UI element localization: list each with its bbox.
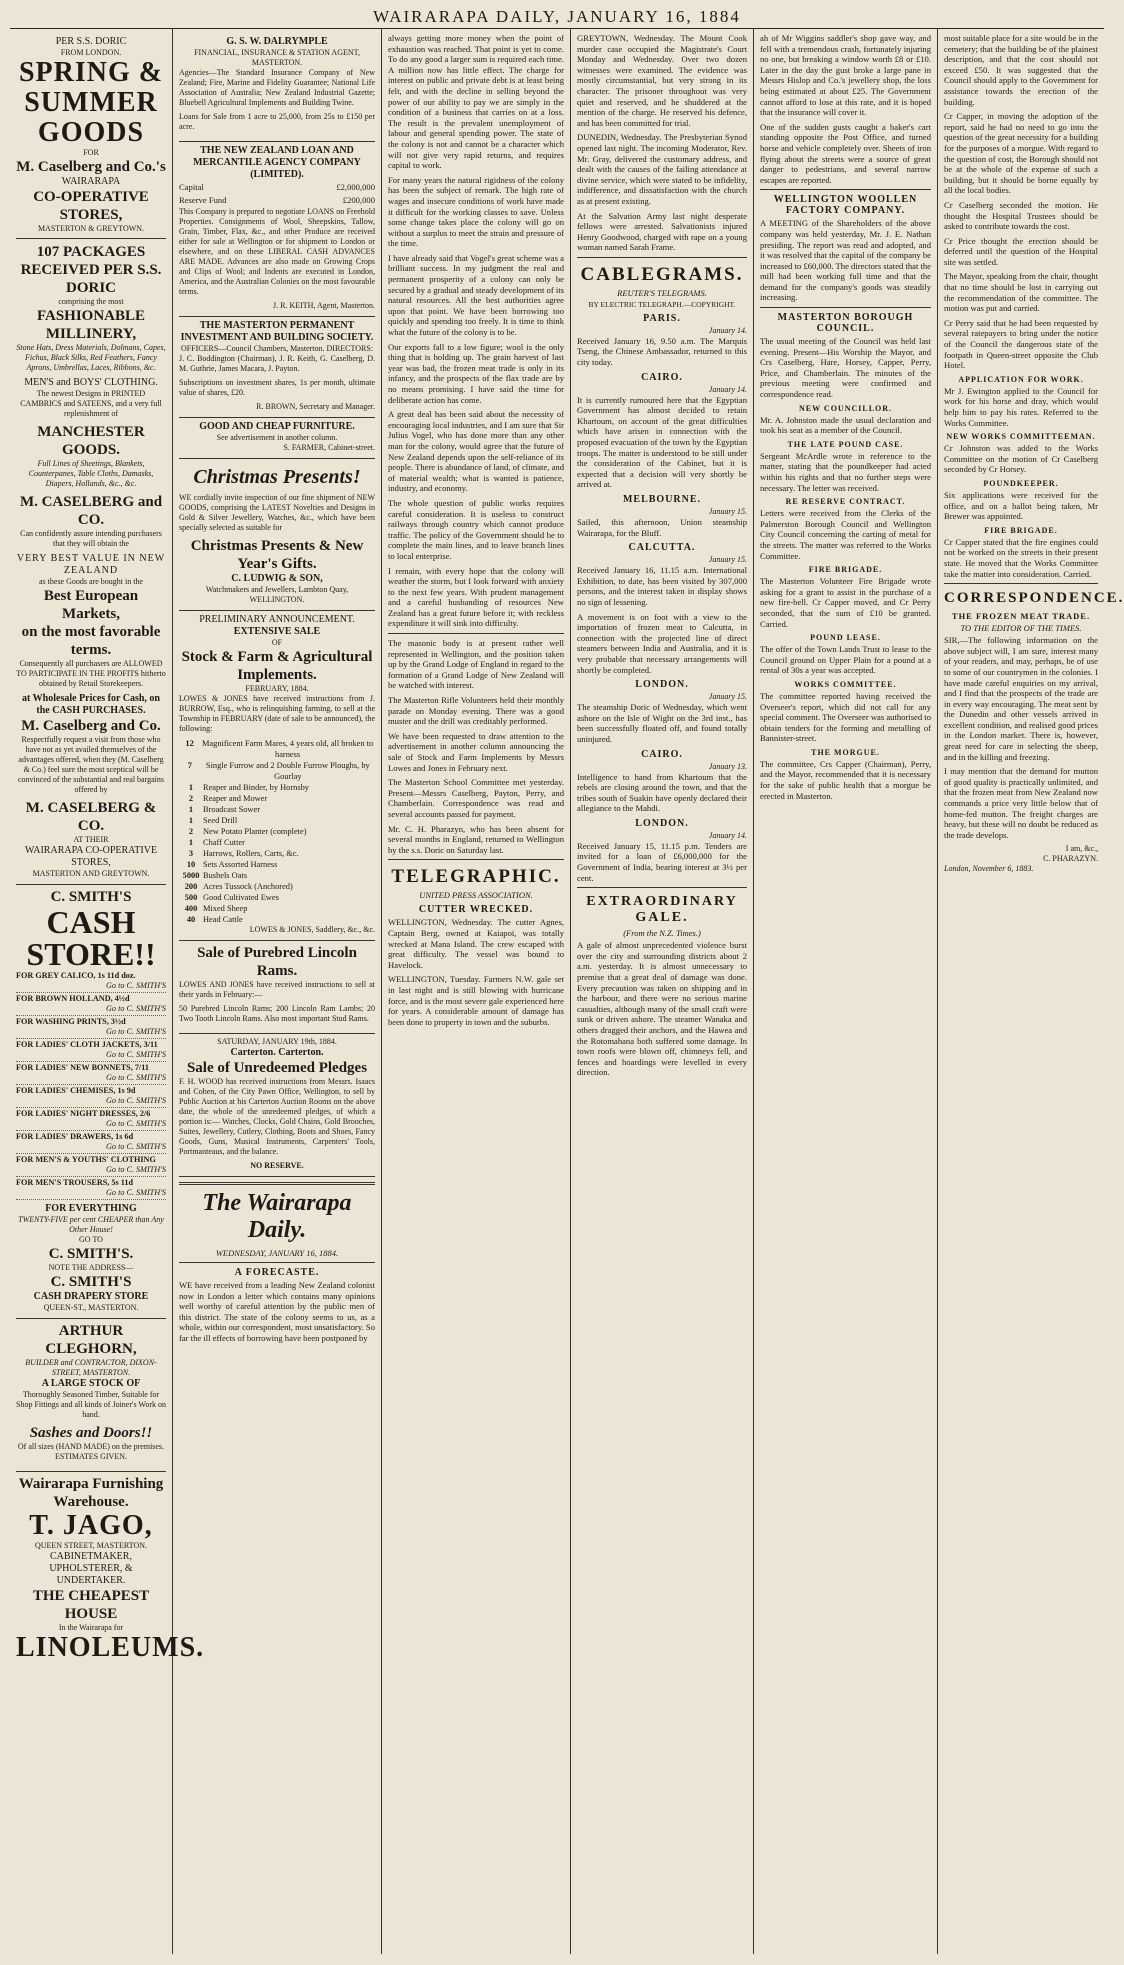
column-6 (938, 29, 1124, 1954)
c3-para-6: The whole question of public works requires careful consideration. It is useless to construct railways through country which cannot produce traffic. The policy of the Government should be to complete the main lines, and to leave branch lines to local enterprise. (388, 497, 564, 561)
nz-loan-ad (179, 142, 375, 317)
lowes-item-desc: Head Cattle (203, 915, 243, 924)
letter-sig: I am, &c., (1065, 844, 1098, 854)
permanent-society-ad (179, 317, 375, 418)
lowes-list-item (179, 892, 375, 903)
c5-para-2: One of the sudden gusts caught a baker's cart standing opposite the Post Office, and turned horse and vehicle completely over. Sheets of iron flying about the streets were a source of great danger to pedestrians, and several narrow escapes are reported. (760, 121, 931, 185)
c3-para-12: Mr. C. H. Pharazyn, who has been absent for several months in England, returned to Wellington by the s.s. Doric on Saturday last. (388, 823, 564, 855)
lowes-item-desc: Single Furrow and 2 Double Furrow Ploughs, by Gourlay (205, 761, 370, 781)
tjago-name: T. JAGO, (29, 1510, 153, 1541)
london-text: The steamship Doric of Wednesday, which went ashore on the Isle of Wight on the 3rd inst., has been successfully floated off, and found totally uninjured. (577, 702, 747, 744)
application-heading: APPLICATION FOR WORK. (958, 374, 1084, 384)
daily-date: WEDNESDAY, JANUARY 16, 1884. (215, 1248, 339, 1258)
daily-title: The Wairarapa Daily. (202, 1190, 352, 1243)
csmith-name-2: C. SMITH'S. (48, 1246, 134, 1262)
late-pound-heading: THE LATE POUND CASE. (787, 439, 904, 449)
cairo-text-2: Intelligence to hand from Khartoum that the rebels are closing around the town, and that the tribes south of Suakin have openly declared their allegiance to the Mahdi. (577, 771, 747, 814)
masterton-greytown: MASTERTON AND GREYTOWN. (32, 869, 150, 878)
queen-st-address: QUEEN-ST., MASTERTON. (43, 1303, 139, 1312)
stock-farm: Stock & Farm & Agricultural Implements. (181, 649, 373, 683)
ludwig-name: C. LUDWIG & SON, (231, 573, 323, 584)
lowes-item-qty: 3 (188, 849, 194, 858)
lowes-list-item (179, 870, 375, 881)
london-text-2: Received January 15, 11.15 p.m. Tenders are invited for a loan of £6,000,000 for the Government of India, bearing interest at 3½ per cent. (577, 840, 747, 883)
furniture-ad (179, 418, 375, 459)
at-their: AT THEIR (73, 835, 109, 844)
clothing-line: MEN'S and BOYS' CLOTHING. (24, 377, 158, 388)
csmith-item-name: FOR GREY CALICO, 1s 11d doz. (16, 971, 136, 980)
fire-text: The Masterton Volunteer Fire Brigade wrote asking for a grant to assist in the purchase of a new fire-bell. Cr Capper moved, and Cr Perry seconded, that the sum of £10 be granted. Carried. (760, 576, 931, 629)
lowes-list-item (179, 760, 375, 782)
lowes-item-qty: 1 (188, 838, 194, 847)
calcutta-heading: CALCUTTA. (628, 542, 696, 554)
csmith-item (16, 1062, 166, 1085)
nz-loan-title: THE NEW ZEALAND LOAN AND MERCANTILE AGENCY COMPANY (LIMITED). (193, 145, 361, 180)
lowes-list-item (179, 804, 375, 815)
lowes-list-item (179, 815, 375, 826)
csmith-item (16, 1085, 166, 1108)
csmith-item (16, 1016, 166, 1039)
csmith-item-name: FOR MEN'S & YOUTHS' CLOTHING (16, 1155, 156, 1164)
frozen-text: SIR,—The following information on the above subject will, I am sure, interest many of your readers, and may, perhaps, be of use to some of our countrymen in the colonies. I have made careful enquiries on my arrival, and I find that the prospects of the trade are in every way encouraging. The meat sent by the Dunedin and other vessels arrived in excellent condition, and realised good prices in the London market. There is, however, great need for care in selecting the sheep, and in the killing and freezing. (944, 635, 1098, 762)
ludwig-sub: Watchmakers and Jewellers, Lambton Quay, WELLINGTON. (205, 585, 349, 604)
rm-contract-heading: RE RESERVE CONTRACT. (785, 497, 906, 507)
lowes-list-item (179, 826, 375, 837)
csmith-item-name: FOR BROWN HOLLAND, 4½d (16, 994, 130, 1003)
spring-heading: SPRING & (18, 57, 164, 88)
lowes-item-qty: 40 (186, 915, 196, 924)
in-wairarapa: In the Wairarapa for (58, 1623, 124, 1632)
jago-ad (16, 1472, 205, 1668)
new-works-heading: NEW WORKS COMMITTEEMAN. (946, 432, 1096, 442)
csmith-item-goto: Go to C. SMITH'S (106, 1188, 166, 1197)
lowes-item-desc: Bushels Oats (203, 871, 247, 880)
caselberg-name-2: M. CASELBERG and CO. (19, 494, 163, 528)
frozen-text-2: I may mention that the demand for mutton of good quality is practically unlimited, and that the frozen meat from New Zealand now commands a price very little below that of home-fed mutton. The freight charges are heavy, but these will no doubt be reduced as the trade develops. (944, 766, 1098, 840)
cooperative-stores: CO-OPERATIVE STORES, (33, 189, 149, 223)
csmith-name-3: C. SMITH'S (50, 1274, 132, 1290)
cutter-text-2: WELLINGTON, Tuesday. Farmers N.W. gale set in last night and is still blowing with hurricane force, and is the most severe gale experienced here for years. A considerable amount of damage has been done to property in town and the suburbs. (388, 974, 564, 1027)
millinery-list: Stone Hats, Dress Materials, Dolmans, Capes, Fichus, Black Silks, Red Feathers, Fancy Aprons, Umbrellas, Laces, Ribbons, &c. (16, 343, 166, 372)
csmith-title: C. SMITH'S (50, 889, 132, 905)
lowes-list-item (179, 881, 375, 892)
csmith-item (16, 1177, 166, 1200)
wairarapa-word: WAIRARAPA (61, 176, 121, 187)
letter-signame: C. PHARAZYN. (1043, 854, 1098, 864)
packages-line: 107 PACKAGES RECEIVED PER S.S. DORIC (20, 244, 162, 296)
loans-text: Loans for Sale from 1 acre to 25,000, from 25s to £150 per acre. (179, 112, 375, 131)
purebred-heading: Sale of Purebred Lincoln Rams. (197, 945, 357, 979)
c4-para-3: At the Salvation Army last night desperate fellows were arrested. Salvationists injured Henry Goodwood, charged with rape on a young woman named Sarah Frame. (577, 210, 747, 253)
csmith-item (16, 1108, 166, 1131)
correspondence-heading: CORRESPONDENCE. (944, 590, 1124, 607)
wairarapa-coop-stores: WAIRARAPA CO-OPERATIVE STORES, (24, 845, 158, 868)
farmer-sig: S. FARMER, Cabinet-street. (283, 443, 375, 452)
csmith-item-goto: Go to C. SMITH'S (106, 1096, 166, 1105)
lowes-item-desc: Broadcast Sower (203, 805, 260, 814)
furnishing-warehouse: Wairarapa Furnishing Warehouse. (18, 1476, 164, 1510)
towns-line: MASTERTON & GREYTOWN. (37, 224, 145, 233)
morgue-heading: THE MORGUE. (811, 747, 880, 757)
large-stock: A LARGE STOCK OF (41, 1378, 141, 1389)
lowes-item-qty: 2 (188, 794, 194, 803)
manchester-goods: MANCHESTER GOODS. (37, 424, 145, 458)
christmas-ad (179, 459, 375, 611)
forecaste-text: WE have received from a leading New Zealand colonist now in London a letter which contains many opinions well worthy of careful attention by the public men of this district. The state of the colony seems to us, as a whole, within our correspondent, most unsatisfactory. So far the ill effects of borrowing have been postponed by (179, 1280, 375, 1343)
csmith-item-goto: Go to C. SMITH'S (106, 981, 166, 990)
c3-para-7: I remain, with every hope that the colony will weather the storm, but I look forward with anxiety to the next few years. With prudent management and a careful husbanding of resources New Zealand has a great future before it; with reckless expenditure it will sink into difficulty. (388, 565, 564, 629)
keith-sig: J. R. KEITH, Agent, Masterton. (273, 301, 375, 310)
fashionable-millinery: FASHIONABLE MILLINERY, (36, 308, 146, 342)
woollen-heading: WELLINGTON WOOLLEN FACTORY COMPANY. (773, 194, 918, 217)
extraordinary-text: A gale of almost unprecedented violence burst over the city and surrounding districts about 2 a.m. yesterday. It is almost unnecessary to premise that a great deal of damage was done. Every precaution was taken on shipping and in the harbour, and there were no serious marine casualties, although many of the small craft were sunk or driven ashore. The steamer Wanaka and others dragged their anchors, and the Hawea and the Rotomahana both suffered some damage. In town roofs were blown off, chimneys fell, and fences and hoardings were levelled in every direction. (577, 940, 747, 1078)
borough-heading: MASTERTON BOROUGH COUNCIL. (777, 312, 914, 335)
directors: J. C. Boddington (Chairman), J. R. Keith, G. Caselberg, D. M. Guthrie, James Macara, J. Payton. (179, 354, 375, 373)
cash-store-title: CASH STORE!! (26, 904, 156, 972)
lowes-ad (179, 611, 375, 941)
csmith-item-name: FOR MEN'S TROUSERS, 5s 11d (16, 1178, 134, 1187)
unredeemed-text: F. H. WOOD has received instructions from Messrs. Isaacs and Cohen, of the City Pawn Office, Wellington, to sell by Public Auction at his Carterton Auction Rooms on the above date, the whole of the unredeemed pledges, of which a portion is:— Watches, Clocks, Gold Chains, Gold Brooches, Suites, Jewellery, Cutlery, Clothing, Boots and Shoes, Fancy Goods, Guns, Musical Instruments, Carpenters' Tools, Portmanteaus, and the balance. (179, 1077, 375, 1156)
c6-para-5: The Mayor, speaking from the chair, thought that no time should be lost in carrying out the recommendation of the committee. The motion was put and carried. (944, 271, 1098, 314)
borough-text: The usual meeting of the Council was held last evening. Present—His Worship the Mayor, and Crs Caselberg, Hare, Horsey, Capper, Perry, Price, and Chamberlain. The minutes of the previous meeting were confirmed and correspondence read. (760, 336, 931, 400)
pound-text: Sergeant McArdle wrote in reference to the matter, stating that the poundkeeper had acted within his rights and that no further steps were necessary. The letter was received. (760, 450, 931, 493)
lowes-list-item (179, 738, 375, 760)
wholesale-prices: at Wholesale Prices for Cash, on the CASH PURCHASES. (22, 693, 160, 716)
furniture-sub: See advertisement in another column. (216, 433, 338, 442)
doric-line: PER S.S. DORIC (55, 36, 127, 47)
c3-para-5: A great deal has been said about the necessity of encouraging local industries, and I am sure that Sir Julius Vogel, who has done more than any other man for the colony, would agree that the future of New Zealand depends upon the self-reliance of its people. There is abundance of land, of climate, and of material wealth; what is wanted is patience, industry, and economy. (388, 409, 564, 494)
c3-para-9: The Masterton Rifle Volunteers held their monthly parade on Monday evening. There was a good muster and the drill was creditably performed. (388, 695, 564, 727)
lowes-list-item (179, 848, 375, 859)
goods-heading: GOODS (37, 117, 145, 148)
csmith-price-list (16, 970, 166, 1200)
column-2 (173, 29, 382, 1954)
note-address: NOTE THE ADDRESS— (48, 1263, 134, 1272)
c3-para-11: The Masterton School Committee met yesterday. Present—Messrs Caselberg, Payton, Perry, and Chamberlain. Correspondence was read and several accounts passed for payment. (388, 777, 564, 819)
sashes-doors: Sashes and Doors!! (29, 1425, 153, 1441)
go-to: GO TO (79, 1235, 103, 1244)
lowes-item-desc: Harrows, Rollers, Carts, &c. (203, 849, 299, 858)
most-favorable: on the most favorable terms. (21, 624, 161, 658)
telegraphic-heading: TELEGRAPHIC. (391, 866, 561, 888)
telegraphic-sub: UNITED PRESS ASSOCIATION. (419, 890, 533, 901)
csmith-item-name: FOR LADIES' NIGHT DRESSES, 2/6 (16, 1109, 151, 1118)
best-markets: Best European Markets, (43, 588, 139, 622)
lowes-item-desc: Reaper and Mower (203, 794, 268, 803)
csmith-item-name: FOR LADIES' CLOTH JACKETS, 3/11 (16, 1040, 158, 1049)
csmith-item-goto: Go to C. SMITH'S (106, 1050, 166, 1059)
letter-place: London, November 6, 1883. (944, 864, 1034, 874)
lowes-item-desc: Chaff Cutter (203, 838, 245, 847)
dalrymple-ad (179, 33, 375, 142)
jago-address: QUEEN STREET, MASTERTON. (34, 1541, 148, 1550)
furniture-heading: GOOD AND CHEAP FURNITURE. (199, 421, 355, 432)
lowes-stock-list (179, 738, 375, 925)
lowes-item-desc: Acres Tussock (Anchored) (203, 882, 293, 891)
lowes-list-item (179, 837, 375, 848)
poundkeeper-text: Six applications were received for the office, and on a ballot being taken, Mr Brewer was appointed. (944, 489, 1098, 522)
calcutta-text-2: A movement is on foot with a view to the importation of frozen meat to Calcutta, in connection with the projected line of direct steamers between India and Australia, and it is very probable that necessary arrangements will shortly be completed. (577, 611, 747, 675)
cutter-heading: CUTTER WRECKED. (418, 904, 534, 916)
lowes-item-qty: 1 (188, 816, 194, 825)
c3-para-8: The masonic body is at present rather well represented in Wellington, and the position taken up by the Grand Lodge of England in regard to the formation of a Grand Lodge of New Zealand will be watched with interest. (388, 638, 564, 691)
c3-para-2: For many years the natural rigidness of the colony has been the subject of remark. The high rate of wages and insecure conditions of work have made it difficult for the working classes to save. Unless some change takes place the colony will go on without a surplus to meet the strain and pressure of the time. (388, 174, 564, 249)
csmith-item-name: FOR WASHING PRINTS, 3½d (16, 1017, 126, 1026)
doric-from: FROM LONDON. (60, 48, 122, 57)
cairo-heading: CAIRO. (641, 371, 683, 383)
timber-text: Thoroughly Seasoned Timber, Suitable for Shop Fittings and all kinds of Joiner's Work on hand. (16, 1390, 166, 1419)
csmith-item-name: FOR LADIES' DRAWERS, 1s 6d (16, 1132, 134, 1141)
cheapest-house: THE CHEAPEST HOUSE (32, 1588, 150, 1622)
lowes-sig: LOWES & JONES, Saddlery, &c., &c. (249, 925, 375, 934)
cutter-text: WELLINGTON, Wednesday. The cutter Agnes, Captain Berg, owned at Kaiapoi, was totally wrecked at Mana Island. The crew escaped with great difficulty. The vessel was bound to Havelock. (388, 917, 564, 970)
cleghorn-name: ARTHUR CLEGHORN, (45, 1323, 137, 1357)
extensive-sale: EXTENSIVE SALE (233, 626, 321, 637)
calcutta-text: Received January 16, 11.15 a.m. International Exhibition, to date, has been visited by 307,000 persons, and the interest taken in display shows no sign of lessening. (577, 565, 747, 607)
csmith-item-goto: Go to C. SMITH'S (106, 1142, 166, 1151)
works-text: The committee reported having received the Overseer's report, which did not call for any special comment. The Overseer was authorised to obtain tenders for the forming and metalling of Bannister-street. (760, 690, 931, 744)
lowes-item-qty: 2 (188, 827, 194, 836)
lowes-item-qty: 12 (185, 739, 194, 748)
of-word: OF (271, 638, 283, 647)
lowes-item-desc: Good Cultivated Ewes (203, 893, 279, 902)
lowes-item-qty: 1 (188, 805, 194, 814)
c3-para-1: always getting more money when the point of exhaustion was reached. That point is yet to come. To do any good a larger sum is required each time. A million now has little effect. The charge for interest on public and private debt is at least being felt, and with the decline in selling beyond the power of our ability to pay we are simply in the condition of a business that carries on at a loss. The result is the prevalent unemployment of labour and general spending power. The state of the colony is not and cannot be a character which will not give very rapid returns, and requires capital to work. (388, 33, 564, 171)
lowes-item-desc: Seed Drill (203, 816, 238, 825)
c4-para-2: DUNEDIN, Wednesday. The Presbyterian Synod opened last night. The incoming Moderator, Rev. Mr. Gray, delivered the customary address, and dealt with the causes of the failing attendance at divine service, which were stated to be infidelity, indifference, and dissatisfaction with the church as at present existing. (577, 132, 747, 206)
c3-para-3: I have already said that Vogel's great scheme was a brilliant success. In my judgment the real and permanent prosperity of a colony can only be secured by a gradual and steady development of its natural resources. All the best authorities agree upon that point. We have been borrowing too quickly and spending too freely. It is time to think what the future of the colony is to be. (388, 252, 564, 338)
extraordinary-gale-heading: EXTRAORDINARY GALE. (586, 894, 738, 926)
cairo-heading-2: CAIRO. (641, 748, 683, 760)
caselberg-co: M. Caselberg and Co.'s (16, 159, 166, 175)
london-heading-2: LONDON. (635, 817, 689, 829)
twenty-five-percent: TWENTY-FIVE per cent CHEAPER than Any Other House! (18, 1215, 164, 1234)
purebred-ad (179, 941, 375, 1034)
column-5 (754, 29, 938, 1954)
csmith-item-goto: Go to C. SMITH'S (106, 1004, 166, 1013)
permanent-title: THE MASTERTON PERMANENT INVESTMENT AND BUILDING SOCIETY. (180, 320, 374, 343)
lowes-item-qty: 10 (186, 860, 196, 869)
frozen-meat-heading: THE FROZEN MEAT TRADE. (951, 611, 1091, 622)
woollen-text: A MEETING of the Shareholders of the above company was held yesterday, Mr. J. E. Nathan presiding. The report was read and adopted, and it was resolved that the capital of the company be increased to £60,000. The directors stated that the mill had been working full time and that the demand for the company's goods was steadily increasing. (760, 218, 931, 303)
lowes-item-qty: 7 (187, 761, 192, 770)
csmith-item-goto: Go to C. SMITH'S (106, 1073, 166, 1082)
respectfully-request: Respectfully request a visit from those who have not as yet availed themselves of the advantages offered, when they (M. Caselberg & Co.) feel sure the most sceptical will be convinced of the substantial and real bargains offered by (17, 735, 165, 794)
pound-lease-heading: POUND LEASE. (810, 633, 881, 643)
christmas-text: WE cordially invite inspection of our fine shipment of NEW GOODS, comprising the LATEST Novelties and Designs in Gold & Silver Jewellery, Watches, &c., which have been specially selected as suitable for (179, 493, 375, 532)
lowes-item-qty: 500 (184, 893, 198, 902)
extraordinary-sub: (From the N.Z. Times.) (623, 928, 701, 939)
application-text: Mr J. Ewington applied to the Council for work for his horse and dray, which would help him to pay his rates. Referred to the Works Committee. (944, 385, 1098, 428)
lowes-text: LOWES & JONES have received instructions from J. BURROW, Esq., who is relinquishing farming, to sell at the Township in FEBRUARY (date of sale to be announced), the following: (179, 694, 375, 733)
by-electric: BY ELECTRIC TELEGRAPH.—COPYRIGHT. (588, 299, 736, 309)
melbourne-heading: MELBOURNE. (622, 494, 702, 505)
carterton: Carterton. Carterton. (230, 1047, 324, 1058)
linoleums: LINOLEUMS. (16, 1632, 205, 1663)
csmith-item (16, 1154, 166, 1177)
csmith-item-name: FOR LADIES' CHEMISES, 1s 9d (16, 1086, 136, 1095)
fire-brigade-heading: FIRE BRIGADE. (808, 565, 883, 575)
csmith-item-goto: Go to C. SMITH'S (106, 1027, 166, 1036)
prelim-announcement: PRELIMINARY ANNOUNCEMENT. (199, 614, 355, 625)
cablegrams-sub: REUTER'S TELEGRAMS. (617, 287, 707, 298)
february: FEBRUARY, 1884. (245, 684, 309, 693)
lowes-item-qty: 1 (188, 783, 194, 792)
c3-para-10: We have been requested to draw attention to the advertisement in another column announcing the sale of Stock and Farm Implements by Messrs Lowes and Jones in February next. (388, 730, 564, 773)
lowes-item-desc: Mixed Sheep (203, 904, 248, 913)
csmith-item (16, 970, 166, 993)
c3-para-4: Our exports fall to a low figure; wool is the only thing that is holding up. The grain harvest of last year was bad, the frozen meat trade is only in its infancy, and the prospects of the flax trade are by no means promising. I have said the time for deliberate action has come. (388, 341, 564, 405)
csmith-item (16, 993, 166, 1016)
csmith-item-goto: Go to C. SMITH'S (106, 1119, 166, 1128)
cabinetmaker: CABINETMAKER, UPHOLSTERER, & UNDERTAKER. (49, 1551, 133, 1586)
for-everything: FOR EVERYTHING (45, 1203, 137, 1214)
rm-text: Letters were received from the Clerks of the Palmerston Borough Council and Wellington City Council concerning the carting of metal for the streets. The matter was referred to the Works Committee. (760, 508, 931, 561)
caselberg-ad (16, 33, 166, 885)
column-4: GREYTOWN, Wednesday. The Mount Cook murder case occupied the Magistrate's Court Monday and Wednesday. Over two dozen witnesses were examined. The evidence was mostly circumstantial, but very strong in its character. The prisoner throughout was very quiet and reserved, and he shuddered at the mention of the charge. He reserved his defence, and has been committed for trial. DUNEDIN, Wednesday. The Presbyterian Synod opened last night. The incoming Moderator, Rev. Mr. Gray, delivered the customary address, and dealt with the causes of the failing attendance at divine service, which were stated to be infidelity, indifference, and dissatisfaction with the church as at present existing. At the Salvation Army last night desperate fellows were arrested. Salvationists injured Henry Goodwood, charged with rape on a young woman named Sarah Frame. CABLEGRAMS. REUTER'S TELEGRAMS. BY ELECTRIC TELEGRAPH.—COPYRIGHT. PARIS. January 14. Received January 16, 9.50 a.m. The Marquis Tseng, the Chinese Ambassador, returned to this city today. CAIRO. January 14. It is currently rumoured here that the Egyptian Government has almost decided to retain Khartoum, on account of the great difficulties which have arisen in connection with the proposed evacuation of the town by the Egyptian troops. The matter is understood to be still under the consideration of the Cabinet, but it is expected that a decision will very shortly be arrived at. MELBOURNE. January 15. Sailed, this afternoon, Union steamship Wairarapa, for the Bluff. CALCUTTA. January 15. Received January 16, 11.15 a.m. International Exhibition, to date, has been visited by 307,000 persons, and the interest taken in display shows no sign of lessening. A movement is on foot with a view to the importation of frozen meat to Calcutta, in connection with the projected line of direct steamers between India and Australia, and it is very probable that necessary arrangements will shortly be completed. LONDON. January 15. The steamship Doric of Wednesday, which went ashore on the Isle of Wight on the 3rd inst., has been successfully floated off, and found totally uninjured. CAIRO. January 13. Intelligence to hand from Khartoum that the rebels are closing around the town, and that the tribes south of Suakin have openly declared their allegiance to the Mahdi. LONDON. January 14. Received January 15, 11.15 p.m. Tenders are invited for a loan of £6,000,000 for the Government of India, bearing interest at 3½ per cent. EXTRAORDINARY GALE. (From the N.Z. Times.) A gale of almost unprecedented violence burst over the city and surrounding districts about 2 a.m. yesterday. It is almost unnecessary to premise that a great deal of damage was done. Every precaution was taken on shipping and in the harbour, and there were no serious marine casualties, although many of the small craft were sunk or driven ashore. The steamer Wanaka and others dragged their anchors, and the Hawea and the Rotomahana both suffered some damage. In town roofs were blown off, chimneys fell, and fences and hoardings were levelled in every direction. (571, 29, 754, 1954)
dalrymple-name: G. S. W. DALRYMPLE (226, 36, 328, 47)
masthead: WAIRARAPA DAILY, JANUARY 16, 1884 (10, 6, 1104, 29)
csmith-item-name: FOR LADIES' NEW BONNETS, 7/11 (16, 1063, 149, 1072)
cash-drapery-store: CASH DRAPERY STORE (33, 1291, 149, 1302)
new-councillor-heading: NEW COUNCILLOR. (798, 403, 893, 413)
c6-para-3: Cr Caselberg seconded the motion. He thought the Hospital Trustees should be asked to contribute towards the cost. (944, 199, 1098, 232)
unredeemed-heading: Sale of Unredeemed Pledges (186, 1060, 368, 1076)
lowes-item-desc: New Potato Planter (complete) (203, 827, 307, 836)
officers: OFFICERS—Council Chambers, Masterton. DIRECTORS: (180, 344, 374, 353)
london-heading: LONDON. (635, 679, 689, 691)
of-all-sizes: Of all sizes (HAND MADE) on the premises. ESTIMATES GIVEN. (17, 1442, 165, 1461)
cairo-text: It is currently rumoured here that the Egyptian Government has almost decided to retain Khartoum, on account of the great difficulties which have arisen in connection with the proposed evacuation of the town by the Egyptian troops. The matter is understood to be still under the consideration of the Cabinet, but it is expected that a decision will very shortly be arrived at. (577, 394, 747, 490)
saturday-date: SATURDAY, JANUARY 19th, 1884. (217, 1037, 337, 1046)
c6-para-6: Cr Perry said that he had been requested by several ratepayers to bring under the notice of the Council the dangerous state of the footpath in Queen-street opposite the Club Hotel. (944, 317, 1098, 371)
column-3 (382, 29, 571, 1954)
fire2-text: Cr Capper stated that the fire engines could not be worked on the streets in their present state. He moved that the Works Committee take the matter into consideration. Carried. (944, 536, 1098, 579)
lowes-list-item (179, 914, 375, 925)
cleghorn-ad (16, 1319, 166, 1472)
company-text: This Company is prepared to negotiate LOANS on Freehold Properties. Consignments of Wool, Sheepskins, Tallow, Grain, Timber, Flax, &c., and other Produce are received either for sale at Wellington or for shipment to London or elsewhere, and on these LIBERAL CASH ADVANCES ARE MADE. Advances are also made on Growing Crops and Clips of Wool; and Indents are executed in London, America, and the Australian Colonies on the most favourable terms. (179, 207, 375, 296)
very-best-value: VERY BEST VALUE IN NEW ZEALAND (16, 553, 166, 576)
lowes-item-qty: 400 (184, 904, 198, 913)
lowes-item-qty: 5000 (182, 871, 200, 880)
c4-para-1: GREYTOWN, Wednesday. The Mount Cook murder case occupied the Magistrate's Court Monday and Wednesday. Over two dozen witnesses were examined. The evidence was mostly circumstantial, but very strong in its character. The prisoner throughout was very quiet and reserved, and he shuddered at the mention of the charge. He reserved his defence, and has been committed for trial. (577, 33, 747, 128)
melbourne-text: Sailed, this afternoon, Union steamship Wairarapa, for the Bluff. (577, 517, 747, 538)
lowes-item-desc: Reaper and Binder, by Hornsby (203, 783, 309, 792)
pledges-ad (179, 1034, 375, 1177)
no-reserve: NO RESERVE. (250, 1161, 304, 1170)
cleghorn-sub: BUILDER and CONTRACTOR, DIXON-STREET, MASTERTON. (25, 1358, 157, 1377)
lowes-item-desc: Sets Assorted Harness (203, 860, 278, 869)
dalrymple-sub: FINANCIAL, INSURANCE & STATION AGENT, MASTERTON. (194, 48, 360, 67)
reserve-row: Reserve Fund £200,000 (179, 195, 375, 205)
csmith-ad (16, 885, 166, 1319)
lowes-item-qty: 200 (184, 882, 198, 891)
brown-sig: R. BROWN, Secretary and Manager. (256, 402, 375, 411)
new-councillor-text: Mr. A. Johnston made the usual declaration and took his seat as a member of the Council. (760, 414, 931, 436)
cablegrams-heading: CABLEGRAMS. (580, 263, 744, 285)
forecaste-heading: A FORECASTE. (234, 1267, 320, 1278)
lowes-list-item (179, 903, 375, 914)
to-editor: TO THE EDITOR OF THE TIMES. (960, 623, 1082, 634)
c6-para-2: Cr Capper, in moving the adoption of the report, said he had no need to go into the question of the great necessity for a building for the purposes of a morgue. With regard to the question of cost, the Borough should not be at the whole of the expense of such a building, but it should be borne equally by all the local bodies. (944, 111, 1098, 196)
as-goods: as these Goods are bought in the (39, 577, 143, 586)
works-heading: WORKS COMMITTEE. (794, 679, 897, 689)
full-lines: Full Lines of Sheetings, Blankets, Counterpanes, Table Cloths, Damasks, Diapers, Hollands, &c., &c. (28, 459, 154, 488)
caselberg-name-3: M. Caselberg and Co. (21, 718, 161, 734)
summer-heading: SUMMER (24, 87, 158, 118)
csmith-item (16, 1131, 166, 1154)
printed-cambrics: The newest Designs in PRINTED CAMBRICS and SATEENS, and a very full replenishment of (20, 389, 162, 418)
lowes-item-desc: Magnificent Farm Mares, 4 years old, all broken to harness (201, 739, 374, 759)
paris-text: Received January 16, 9.50 a.m. The Marquis Tseng, the Chinese Ambassador, returned to this city today. (577, 335, 747, 368)
lowes-list-item (179, 793, 375, 804)
lowes-list-item (179, 859, 375, 870)
c6-para-4: Cr Price thought the erection should be deferred until the question of the Hospital site was settled. (944, 235, 1098, 267)
can-confidently: Can confidently assure intending purchasers that they will obtain the (20, 529, 162, 548)
agencies-text: Agencies—The Standard Insurance Company of New Zealand; Fire, Marine and Fidelity Guarantee; National Life Association of Australia; New Zealand Industrial Gazette; Bluebell Agricultural Implements and Building Twine. (179, 68, 375, 107)
all-purchasers: Consequently all purchasers are ALLOWED TO PARTICIPATE IN THE PROFITS hitherto obtained by Retail Storekeepers. (16, 659, 166, 688)
caselberg-stores: M. CASELBERG & CO. (25, 800, 157, 834)
morgue-text: The committee, Crs Capper (Chairman), Perry, and the Mayor, recommended that it is necessary for the sake of public health that a morgue be erected in Masterton. (760, 758, 931, 801)
paris-heading: PARIS. (643, 312, 681, 324)
csmith-item-goto: Go to C. SMITH'S (106, 1165, 166, 1174)
subscriptions: Subscriptions on investment shares, 1s per month, ultimate value of shares, £20. (179, 378, 375, 397)
capital-row: Capital £2,000,000 (179, 182, 375, 192)
c6-para-1: most suitable place for a site would be in the cemetery; that the building be of the plainest description, and that the cost should not exceed £50. It was suggested that the Council should apply to the Government for assistance towards the erection of the building. (944, 33, 1098, 107)
c5-para-1: ah of Mr Wiggins saddler's shop gave way, and fell with a tremendous crash, fortunately injuring no one, but breaking a window worth £8 or £10. Later in the day the gust broke a large pane in Messrs Hislop and Co.'s jewellery shop, the loss being estimated at about £25. The Government cannot afford to lose at this rate, and it is hoped that the insurance will cover it. (760, 33, 931, 118)
poundkeeper-heading: POUNDKEEPER. (983, 478, 1059, 488)
new-works-text: Cr Johnston was added to the Works Committee on the motion of Cr Caselberg seconded by Cr Horsey. (944, 443, 1098, 475)
csmith-item (16, 1039, 166, 1062)
fire-brigade-heading-2: FIRE BRIGADE. (984, 525, 1058, 535)
comprising: comprising the most (58, 297, 124, 306)
christmas-heading: Christmas Presents! (193, 466, 361, 488)
rams-list: 50 Purebred Lincoln Rams; 200 Lincoln Ram Lambs; 20 Two Tooth Lincoln Rams. Also most important Stud Rams. (179, 1004, 375, 1023)
for-word: FOR (83, 148, 99, 157)
lowes-list-item (179, 782, 375, 793)
purebred-text: LOWES AND JONES have received instructions to sell at their yards in February:— (179, 980, 375, 999)
christmas-gifts: Christmas Presents & New Year's Gifts. (190, 538, 364, 572)
pound-lease-text: The offer of the Town Lands Trust to lease to the Council ground on Upper Plain for a pound at a rental of 30s a year was accepted. (760, 644, 931, 676)
